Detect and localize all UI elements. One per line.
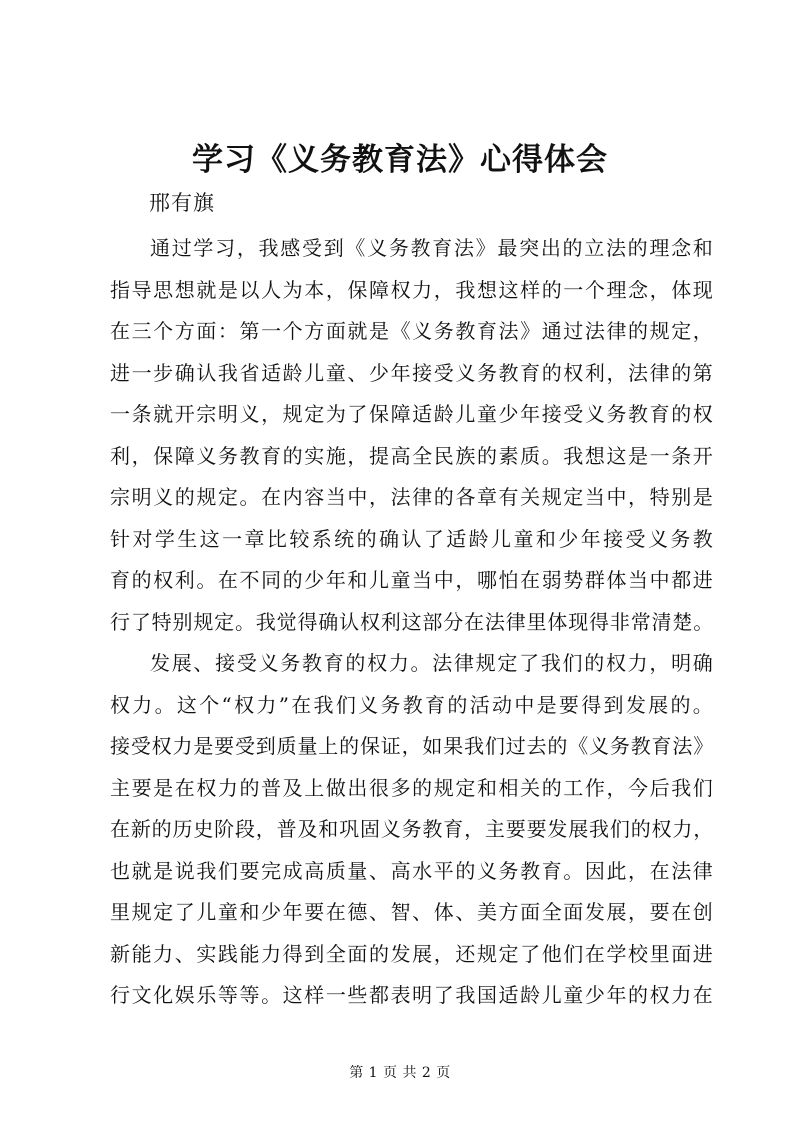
text-line: 主要是在权力的普及上做出很多的规定和相关的工作，今后我们 [110, 775, 714, 800]
text-line: 里规定了儿童和少年要在德、智、体、美方面全面发展，要在创 [110, 900, 714, 924]
text-line: 在新的历史阶段，普及和巩固义务教育，主要要发展我们的权力， [110, 817, 714, 841]
page-footer: 第 1 页 共 2 页 [349, 1065, 451, 1081]
text-line: 行了特别规定。我觉得确认权利这部分在法律里体现得非常清楚。 [110, 609, 714, 634]
page-title: 学习《义务教育法》心得体会 [192, 142, 608, 178]
author-name: 邢有旗 [149, 191, 215, 215]
text-line: 发展、接受义务教育的权力。法律规定了我们的权力，明确 [150, 651, 714, 675]
text-line: 育的权利。在不同的少年和儿童当中，哪怕在弱势群体当中都进 [110, 568, 714, 592]
text-line: 宗明义的规定。在内容当中，法律的各章有关规定当中，特别是 [110, 485, 714, 509]
text-line: 指导思想就是以人为本，保障权力，我想这样的一个理念，体现 [110, 277, 714, 302]
text-line: 也就是说我们要完成高质量、高水平的义务教育。因此，在法律 [110, 858, 714, 883]
text-line: 在三个方面：第一个方面就是《义务教育法》通过法律的规定， [110, 319, 714, 343]
text-line: 通过学习，我感受到《义务教育法》最突出的立法的理念和 [150, 236, 714, 260]
paragraph-2 [110, 643, 714, 1017]
text-line: 接受权力是要受到质量上的保证，如果我们过去的《义务教育法》 [110, 734, 714, 758]
text-line: 进一步确认我省适龄儿童、少年接受义务教育的权利，法律的第 [110, 360, 714, 385]
text-line: 权力。这个“权力”在我们义务教育的活动中是要得到发展的。 [110, 692, 714, 717]
text-line: 新能力、实践能力得到全面的发展，还规定了他们在学校里面进 [110, 941, 714, 966]
text-line: 一条就开宗明义，规定为了保障适龄儿童少年接受义务教育的权 [110, 402, 714, 426]
text-line: 行文化娱乐等等。这样一些都表明了我国适龄儿童少年的权力在 [110, 983, 714, 1007]
text-line: 针对学生这一章比较系统的确认了适龄儿童和少年接受义务教 [110, 526, 714, 551]
text-line: 利，保障义务教育的实施，提高全民族的素质。我想这是一条开 [110, 443, 714, 468]
paragraph-1 [110, 228, 714, 643]
document-body [110, 228, 714, 1017]
